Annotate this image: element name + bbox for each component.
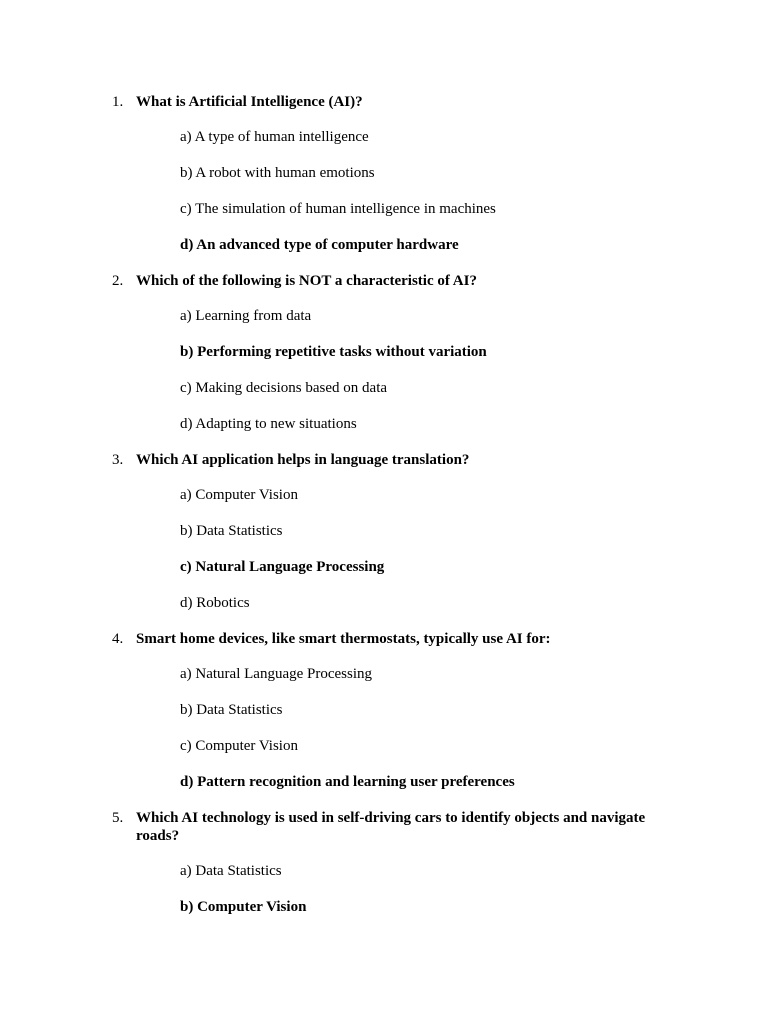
answer-option: c) Computer Vision [180,738,298,754]
question-item [112,809,672,916]
question-item [112,630,672,791]
question-text: Smart home devices, like smart thermostats, typically use AI for: [136,631,551,647]
answer-option: a) Learning from data [180,308,312,324]
question-text: Which AI application helps in language translation? [136,452,470,468]
question-text: Which of the following is NOT a characteristic of AI? [136,273,477,289]
question-number: 4. [112,631,124,647]
answer-option-highlighted: d) Pattern recognition and learning user preferences [180,774,515,790]
answer-option: d) Adapting to new situations [180,416,357,432]
question-row [112,272,672,290]
answer-option: a) Computer Vision [180,487,298,503]
answer-option-highlighted: c) Natural Language Processing [180,559,385,575]
question-text: What is Artificial Intelligence (AI)? [136,94,363,110]
answer-option: c) The simulation of human intelligence in machines [180,201,496,217]
question-number: 1. [112,94,124,110]
answer-options [112,486,672,612]
answer-options [112,862,672,916]
question-item [112,272,672,433]
question-number: 2. [112,273,124,289]
question-item [112,451,672,612]
answer-option: b) A robot with human emotions [180,165,375,181]
question-item [112,93,672,254]
answer-option: b) Data Statistics [180,523,283,539]
answer-option: a) Natural Language Processing [180,666,373,682]
question-row [112,451,672,469]
answer-option: b) Data Statistics [180,702,283,718]
answer-option-highlighted: d) An advanced type of computer hardware [180,237,459,253]
question-row [112,809,672,845]
question-row [112,93,672,111]
question-number: 5. [112,810,124,826]
answer-options [112,665,672,791]
answer-option: a) Data Statistics [180,863,282,879]
answer-option: c) Making decisions based on data [180,380,388,396]
question-text: Which AI technology is used in self-driving cars to identify objects and navigate roads? [136,810,646,844]
question-number: 3. [112,452,124,468]
answer-options [112,128,672,254]
answer-option-highlighted: b) Computer Vision [180,899,307,915]
question-row [112,630,672,648]
answer-options [112,307,672,433]
answer-option: a) A type of human intelligence [180,129,369,145]
answer-option: d) Robotics [180,595,250,611]
answer-option-highlighted: b) Performing repetitive tasks without variation [180,344,487,360]
quiz-question-list [112,93,672,916]
